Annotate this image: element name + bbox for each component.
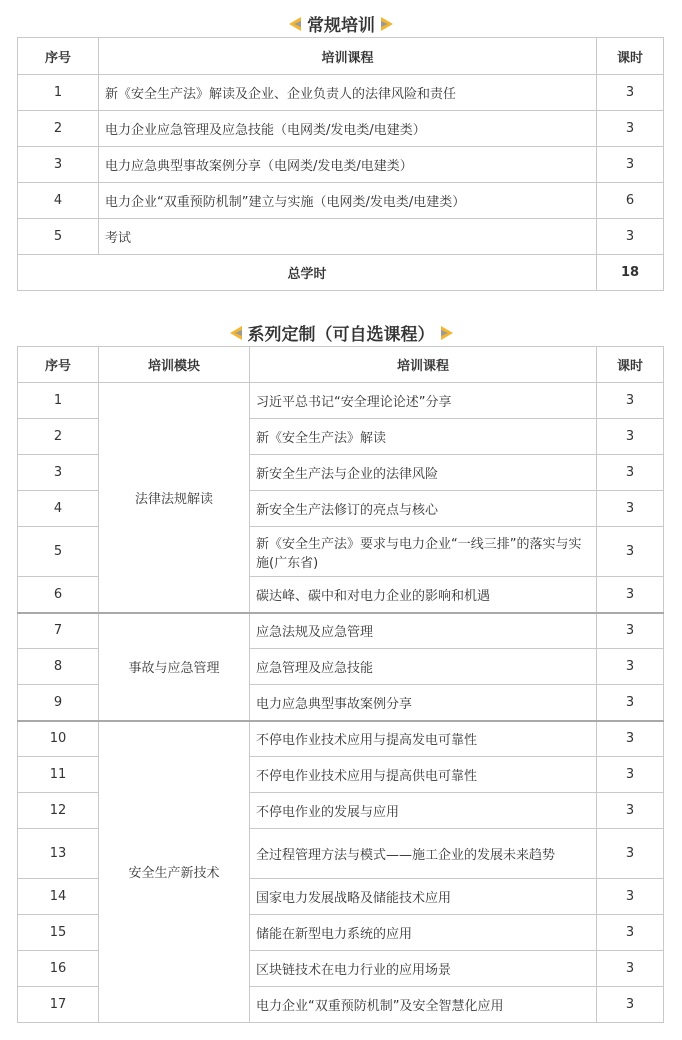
section2-title-text: 系列定制（可自选课程） <box>247 325 435 345</box>
row-hours: 3 <box>597 649 664 685</box>
table-row <box>18 383 664 419</box>
row-no: 16 <box>18 951 99 987</box>
header-no: 序号 <box>18 38 99 75</box>
row-hours: 6 <box>597 183 664 219</box>
row-hours: 3 <box>597 111 664 147</box>
row-hours: 3 <box>597 75 664 111</box>
row-course: 应急管理及应急技能 <box>250 649 597 685</box>
triangle-left-icon <box>289 17 301 31</box>
row-module: 法律法规解读 <box>99 383 250 613</box>
row-hours: 3 <box>597 879 664 915</box>
row-hours: 3 <box>597 987 664 1023</box>
row-hours: 3 <box>597 577 664 613</box>
row-no: 2 <box>18 111 99 147</box>
row-no: 15 <box>18 915 99 951</box>
triangle-right-icon <box>381 17 393 31</box>
row-no: 13 <box>18 829 99 879</box>
header-course: 培训课程 <box>99 38 597 75</box>
section1-title <box>0 11 682 36</box>
row-course: 不停电作业技术应用与提高供电可靠性 <box>250 757 597 793</box>
row-course: 区块链技术在电力行业的应用场景 <box>250 951 597 987</box>
row-course: 全过程管理方法与模式——施工企业的发展未来趋势 <box>250 829 597 879</box>
row-course: 电力应急典型事故案例分享 <box>250 685 597 721</box>
table-row <box>18 147 664 183</box>
row-hours: 3 <box>597 491 664 527</box>
table-row <box>18 219 664 255</box>
row-hours: 3 <box>597 527 664 577</box>
row-hours: 3 <box>597 219 664 255</box>
row-no: 3 <box>18 147 99 183</box>
row-course: 不停电作业技术应用与提高发电可靠性 <box>250 721 597 757</box>
row-course: 储能在新型电力系统的应用 <box>250 915 597 951</box>
row-course: 电力企业应急管理及应急技能（电网类/发电类/电建类） <box>99 111 597 147</box>
row-module: 安全生产新技术 <box>99 721 250 1023</box>
row-hours: 3 <box>597 455 664 491</box>
table-row <box>18 75 664 111</box>
row-module: 事故与应急管理 <box>99 613 250 721</box>
row-course: 新《安全生产法》要求与电力企业“一线三排”的落实与实施(广东省) <box>250 527 597 577</box>
row-course: 应急法规及应急管理 <box>250 613 597 649</box>
row-no: 5 <box>18 219 99 255</box>
row-course: 新《安全生产法》解读及企业、企业负责人的法律风险和责任 <box>99 75 597 111</box>
total-row <box>18 255 664 291</box>
triangle-left-icon <box>230 326 242 340</box>
row-no: 1 <box>18 75 99 111</box>
row-hours: 3 <box>597 829 664 879</box>
table-row <box>18 183 664 219</box>
row-no: 6 <box>18 577 99 613</box>
row-course: 碳达峰、碳中和对电力企业的影响和机遇 <box>250 577 597 613</box>
custom-training-table <box>17 346 664 1023</box>
row-course: 电力应急典型事故案例分享（电网类/发电类/电建类） <box>99 147 597 183</box>
row-no: 10 <box>18 721 99 757</box>
row-no: 4 <box>18 183 99 219</box>
row-course: 新《安全生产法》解读 <box>250 419 597 455</box>
row-hours: 3 <box>597 951 664 987</box>
row-hours: 3 <box>597 613 664 649</box>
row-course: 习近平总书记“安全理论论述”分享 <box>250 383 597 419</box>
row-no: 12 <box>18 793 99 829</box>
table-header-row <box>18 347 664 383</box>
row-course: 国家电力发展战略及储能技术应用 <box>250 879 597 915</box>
table-header-row <box>18 38 664 75</box>
row-course: 电力企业“双重预防机制”建立与实施（电网类/发电类/电建类） <box>99 183 597 219</box>
row-no: 8 <box>18 649 99 685</box>
row-no: 7 <box>18 613 99 649</box>
total-value: 18 <box>597 255 664 291</box>
row-hours: 3 <box>597 685 664 721</box>
table-row <box>18 111 664 147</box>
regular-training-table <box>17 37 664 291</box>
row-no: 1 <box>18 383 99 419</box>
header-hours: 课时 <box>597 38 664 75</box>
table-row <box>18 613 664 649</box>
row-no: 14 <box>18 879 99 915</box>
row-course: 电力企业“双重预防机制”及安全智慧化应用 <box>250 987 597 1023</box>
row-course: 新安全生产法与企业的法律风险 <box>250 455 597 491</box>
row-hours: 3 <box>597 383 664 419</box>
row-course: 考试 <box>99 219 597 255</box>
total-label: 总学时 <box>18 255 597 291</box>
section1-title-text: 常规培训 <box>307 16 375 36</box>
row-no: 2 <box>18 419 99 455</box>
row-no: 9 <box>18 685 99 721</box>
header-module: 培训模块 <box>99 347 250 383</box>
row-course: 不停电作业的发展与应用 <box>250 793 597 829</box>
row-hours: 3 <box>597 419 664 455</box>
row-hours: 3 <box>597 757 664 793</box>
row-course: 新安全生产法修订的亮点与核心 <box>250 491 597 527</box>
row-hours: 3 <box>597 147 664 183</box>
header-no: 序号 <box>18 347 99 383</box>
row-no: 11 <box>18 757 99 793</box>
row-hours: 3 <box>597 721 664 757</box>
row-no: 4 <box>18 491 99 527</box>
row-no: 5 <box>18 527 99 577</box>
header-hours: 课时 <box>597 347 664 383</box>
row-no: 3 <box>18 455 99 491</box>
row-hours: 3 <box>597 915 664 951</box>
table-row <box>18 721 664 757</box>
row-hours: 3 <box>597 793 664 829</box>
row-no: 17 <box>18 987 99 1023</box>
section2-title <box>0 320 682 345</box>
triangle-right-icon <box>441 326 453 340</box>
header-course: 培训课程 <box>250 347 597 383</box>
